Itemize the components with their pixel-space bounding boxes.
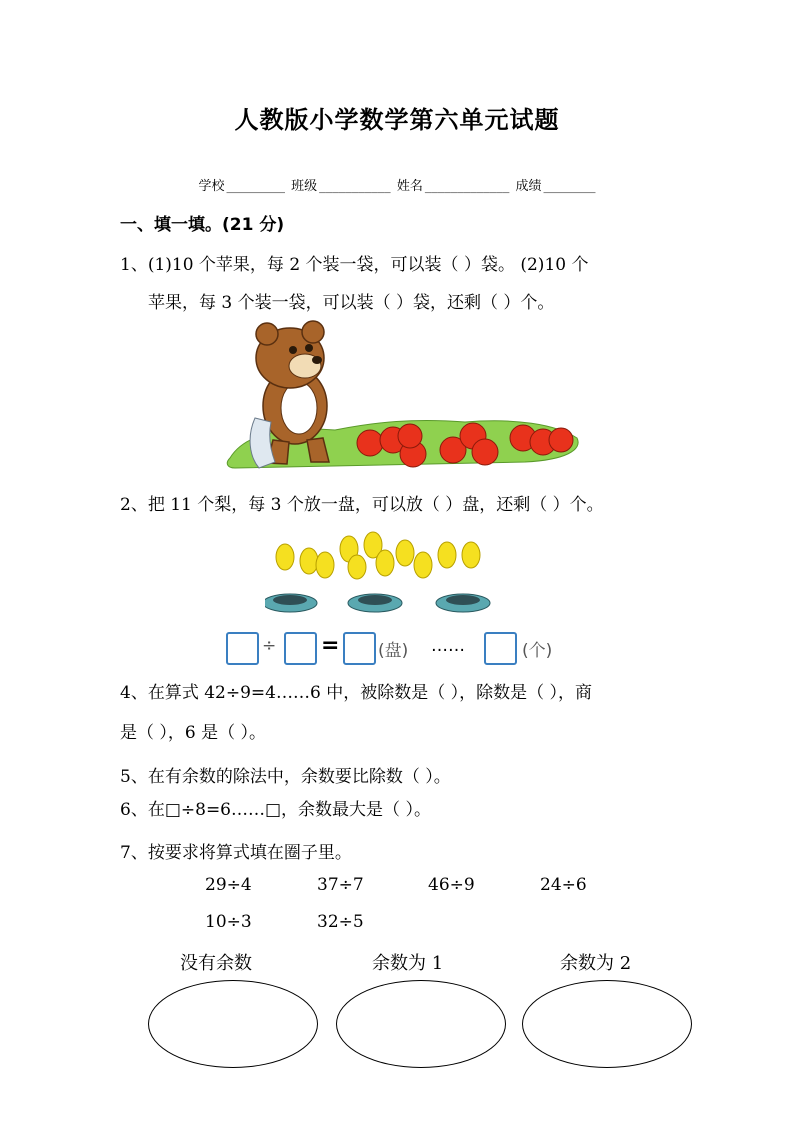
expression-item: 37÷7 — [317, 875, 364, 895]
pear-icon — [276, 544, 294, 570]
pear-icon — [348, 555, 366, 579]
score-label: 成绩 — [515, 179, 542, 194]
expression-item: 32÷5 — [317, 912, 364, 932]
question-4-line-1: 4、在算式 42÷9=4……6 中，被除数是（ ），除数是（ ），商 — [120, 683, 592, 703]
unit-plates: (盘) — [378, 641, 409, 661]
expression-item: 29÷4 — [205, 875, 252, 895]
answer-box-divisor[interactable] — [284, 632, 317, 665]
class-blank: ___________ — [319, 179, 391, 194]
category-label-remainder-2: 余数为 2 — [560, 953, 632, 974]
plate-icon — [436, 594, 490, 612]
pear-icon — [316, 552, 334, 578]
question-5-text: 5、在有余数的除法中，余数要比除数（ ）。 — [120, 767, 451, 787]
score-blank: ________ — [543, 179, 596, 194]
school-label: 学校 — [198, 179, 225, 194]
apple-icon — [398, 424, 422, 448]
pears-plates-illustration — [265, 525, 505, 620]
page-title: 人教版小学数学第六单元试题 — [234, 106, 560, 134]
apple-icon — [549, 428, 573, 452]
name-label: 姓名 — [396, 179, 423, 194]
remainder-dots: …… — [431, 636, 465, 656]
answer-circle-no-remainder[interactable] — [148, 980, 318, 1068]
apple-icon — [357, 430, 383, 456]
answer-circle-remainder-1[interactable] — [336, 980, 506, 1068]
answer-box-remainder[interactable] — [484, 632, 517, 665]
school-blank: _________ — [226, 179, 286, 194]
question-1-line-1: 1、(1)10 个苹果，每 2 个装一袋，可以装（ ）袋。 (2)10 个 — [120, 255, 589, 275]
section-heading: 一、填一填。(21 分) — [120, 215, 285, 235]
answer-box-dividend[interactable] — [226, 632, 259, 665]
pear-icon — [300, 548, 318, 574]
question-6-text: 6、在□÷8=6……□，余数最大是（ ）。 — [120, 800, 431, 820]
expression-item: 24÷6 — [540, 875, 587, 895]
pear-icon — [414, 552, 432, 578]
bear-apples-illustration — [225, 318, 585, 478]
pears-group — [276, 532, 480, 579]
plate-icon — [348, 594, 402, 612]
student-info-line — [0, 175, 794, 194]
plates-group — [265, 594, 490, 612]
expression-item: 46÷9 — [428, 875, 475, 895]
pear-icon — [396, 540, 414, 566]
pear-icon — [462, 542, 480, 568]
question-2-text: 2、把 11 个梨，每 3 个放一盘，可以放（ ）盘，还剩（ ）个。 — [120, 495, 604, 515]
apple-icon — [472, 439, 498, 465]
pear-icon — [438, 542, 456, 568]
answer-box-quotient[interactable] — [343, 632, 376, 665]
name-blank: _____________ — [424, 179, 510, 194]
question-7-text: 7、按要求将算式填在圈子里。 — [120, 843, 352, 863]
question-4-line-2: 是（ ），6 是（ ）。 — [120, 723, 267, 743]
class-label: 班级 — [291, 179, 318, 194]
expression-item: 10÷3 — [205, 912, 252, 932]
unit-pieces: (个) — [522, 641, 553, 661]
answer-circle-remainder-2[interactable] — [522, 980, 692, 1068]
equals-sign: = — [321, 633, 340, 658]
question-1-line-2: 苹果，每 3 个装一袋，可以装（ ）袋，还剩（ ）个。 — [148, 293, 555, 313]
category-label-remainder-1: 余数为 1 — [372, 953, 444, 974]
pear-icon — [376, 550, 394, 576]
category-label-no-remainder: 没有余数 — [180, 953, 252, 974]
divide-sign: ÷ — [262, 636, 277, 656]
division-formula — [226, 630, 606, 666]
plate-icon — [265, 594, 317, 612]
